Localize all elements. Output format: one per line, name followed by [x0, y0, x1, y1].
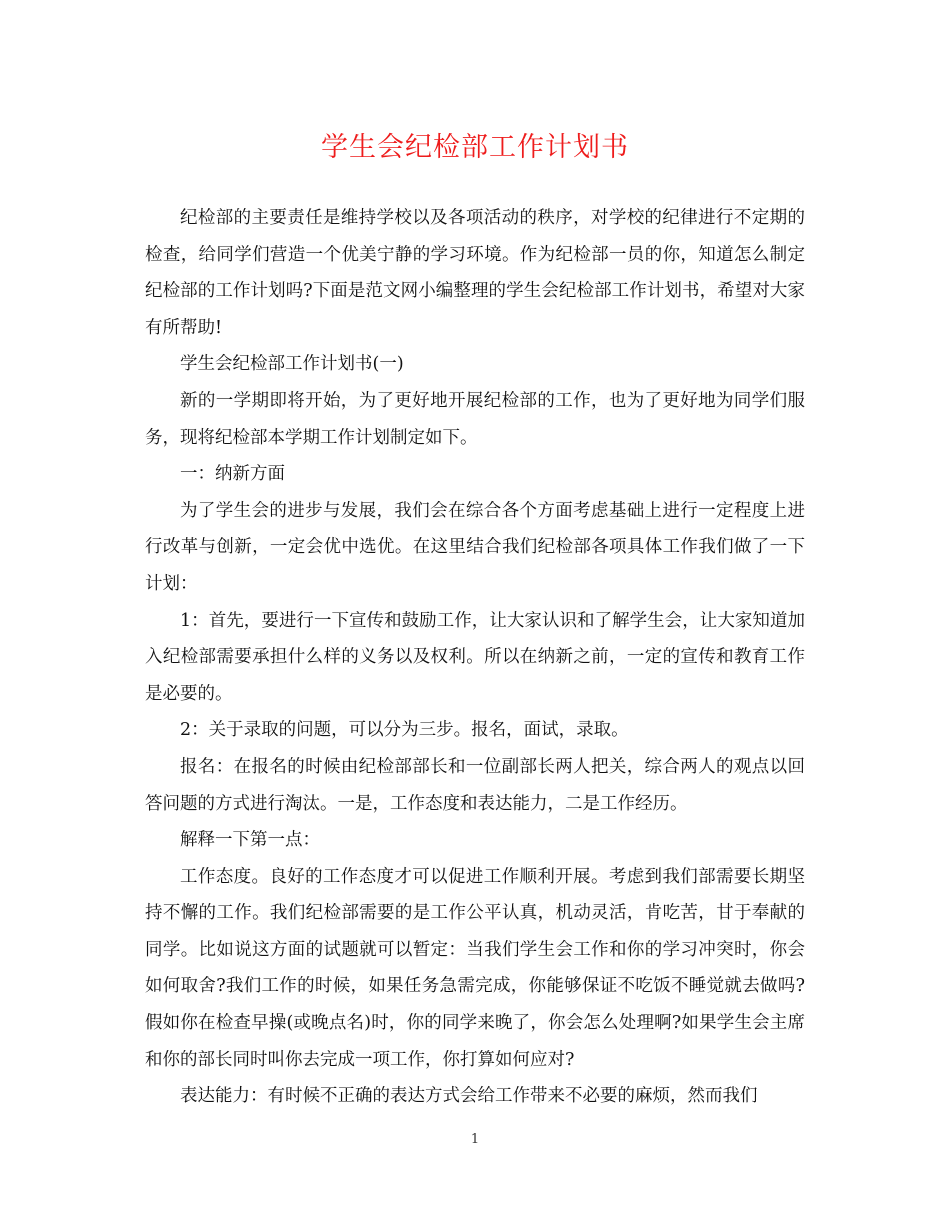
- paragraph: 为了学生会的进步与发展，我们会在综合各个方面考虑基础上进行一定程度上进行改革与创新，一定会优中选优。在这里结合我们纪检部各项具体工作我们做了一下计划：: [145, 500, 805, 594]
- paragraph: 1：首先，要进行一下宣传和鼓励工作，让大家认识和了解学生会，让大家知道加入纪检部需要承担什么样的义务以及权利。所以在纳新之前，一定的宣传和教育工作是必要的。: [145, 610, 805, 704]
- paragraph-intro: 纪检部的主要责任是维持学校以及各项活动的秩序，对学校的纪律进行不定期的检查，给同学们营造一个优美宁静的学习环境。作为纪检部一员的你，知道怎么制定纪检部的工作计划吗?下面是范文网小编整理的学生会纪检部工作计划书，希望对大家有所帮助!: [145, 208, 805, 338]
- paragraph: 报名：在报名的时候由纪检部部长和一位副部长两人把关，综合两人的观点以回答问题的方式进行淘汰。一是，工作态度和表达能力，二是工作经历。: [145, 756, 805, 814]
- paragraph-section-heading: 学生会纪检部工作计划书(一): [180, 354, 404, 375]
- document-title: 学生会纪检部工作计划书: [321, 132, 629, 163]
- paragraph: 解释一下第一点：: [180, 830, 320, 851]
- paragraph-subheading: 一：纳新方面: [180, 464, 285, 485]
- paragraph: 表达能力：有时候不正确的表达方式会给工作带来不必要的麻烦，然而我们: [180, 1086, 758, 1107]
- page-number: 1: [470, 1132, 480, 1147]
- paragraph: 2：关于录取的问题，可以分为三步。报名，面试，录取。: [180, 720, 629, 741]
- paragraph: 新的一学期即将开始，为了更好地开展纪检部的工作，也为了更好地为同学们服务，现将纪检部本学期工作计划制定如下。: [145, 390, 805, 448]
- document-body: [145, 200, 805, 1115]
- paragraph: 工作态度。良好的工作态度才可以促进工作顺利开展。考虑到我们部需要长期坚持不懈的工作。我们纪检部需要的是工作公平认真，机动灵活，肯吃苦，甘于奉献的同学。比如说这方面的试题就可以暂定：当我们学生会工作和你的学习冲突时，你会如何取舍?我们工作的时候，如果任务急需完成，你能够保证不吃饭不睡觉就去做吗?假如你在检查早操(或晚点名)时，你的同学来晚了，你会怎么处理啊?如果学生会主席和你的部长同时叫你去完成一项工作，你打算如何应对?: [145, 866, 805, 1070]
